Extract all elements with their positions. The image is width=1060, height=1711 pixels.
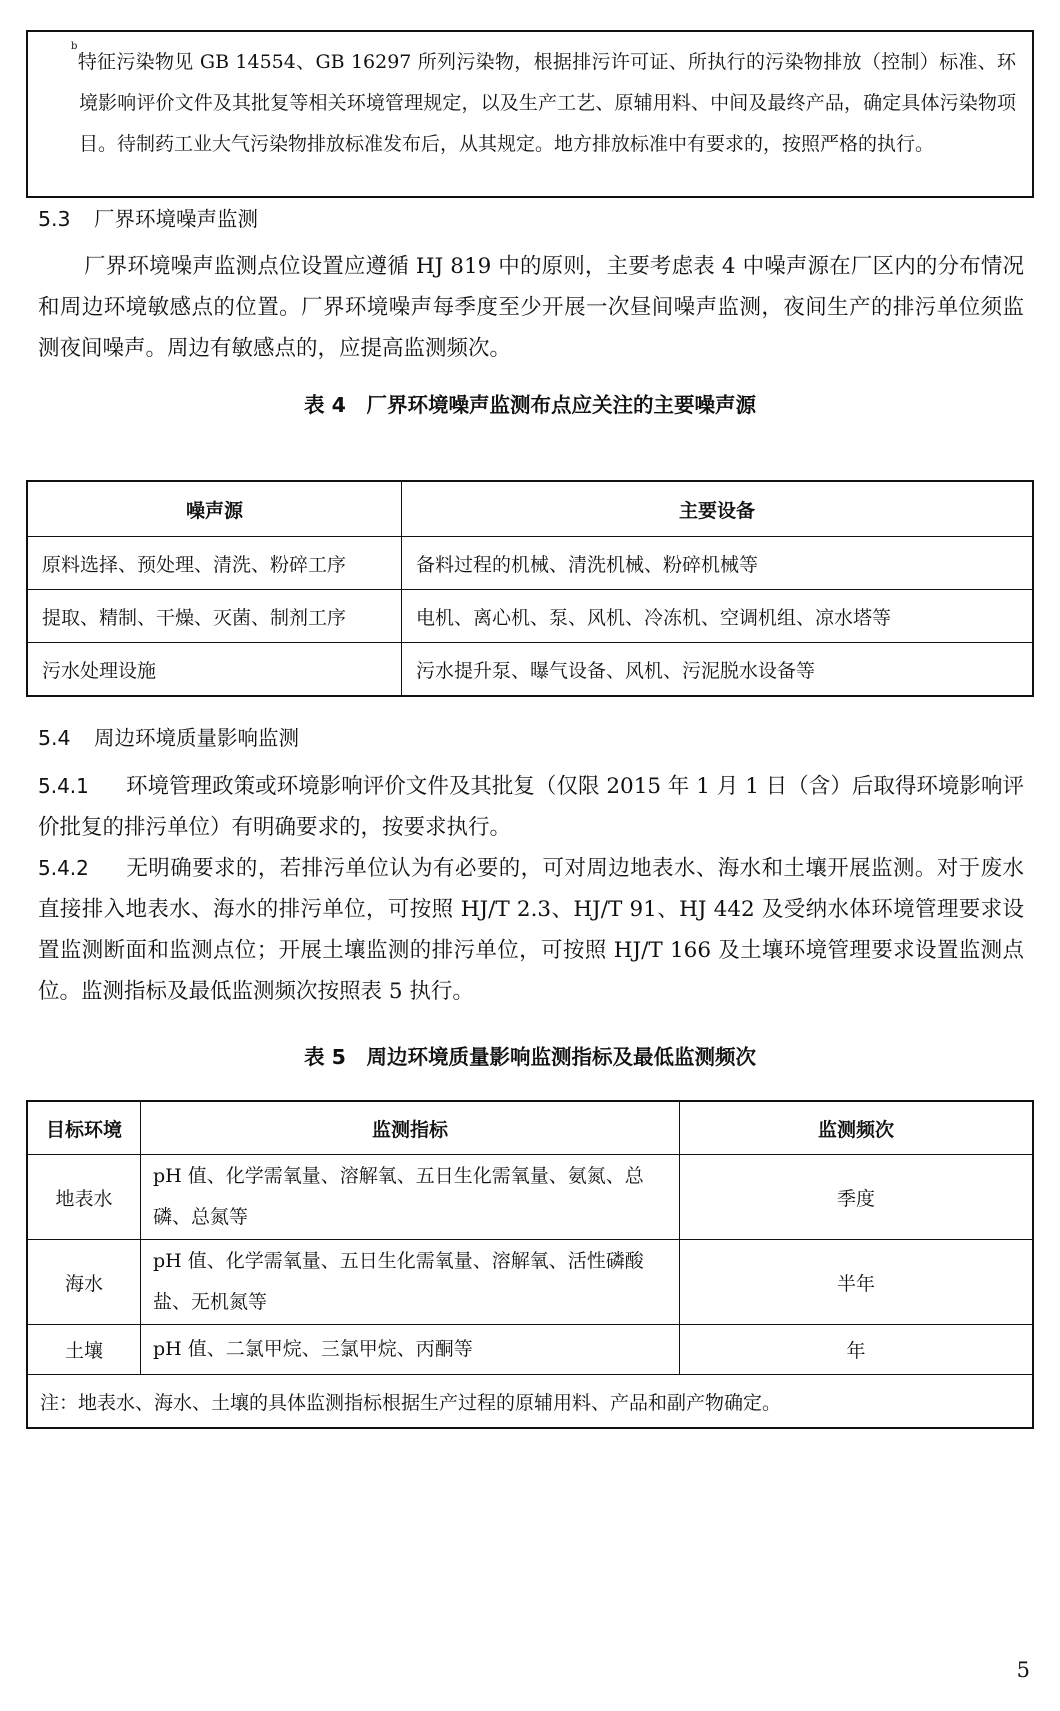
table-row (27, 590, 1033, 643)
table-cell: 备料过程的机械、清洗机械、粉碎机械等 (402, 537, 1034, 590)
table-cell: pH 值、化学需氧量、溶解氧、五日生化需氧量、氨氮、总磷、总氮等 (141, 1155, 680, 1240)
table-header-cell: 监测指标 (141, 1101, 680, 1155)
section-title: 厂界环境噪声监测 (94, 207, 258, 231)
section-5-3-heading (38, 204, 258, 234)
table-header-row (27, 481, 1033, 537)
clause-5-4-1 (38, 766, 1024, 848)
clause-number: 5.4.1 (38, 774, 89, 798)
table-cell: 季度 (680, 1155, 1034, 1240)
table-cell: 地表水 (27, 1155, 141, 1240)
table-note: 注：地表水、海水、土壤的具体监测指标根据生产过程的原辅用料、产品和副产物确定。 (27, 1375, 1033, 1429)
table-row (27, 643, 1033, 697)
page-number: 5 (1016, 1658, 1030, 1682)
section-5-4-heading (38, 723, 299, 753)
section-5-3-body: 厂界环境噪声监测点位设置应遵循 HJ 819 中的原则，主要考虑表 4 中噪声源在厂区内的分布情况和周边环境敏感点的位置。厂界环境噪声每季度至少开展一次昼间噪声监测，夜间生产的排污单位须监测夜间噪声。周边有敏感点的，应提高监测频次。 (38, 254, 1024, 361)
table-note-row (27, 1375, 1033, 1429)
table4-caption: 表 4 厂界环境噪声监测布点应关注的主要噪声源 (304, 393, 756, 417)
footnote-marker: b (71, 41, 78, 52)
table-cell: 原料选择、预处理、清洗、粉碎工序 (27, 537, 402, 590)
table4 (26, 480, 1034, 697)
clause-text: 无明确要求的，若排污单位认为有必要的，可对周边地表水、海水和土壤开展监测。对于废水直接排入地表水、海水的排污单位，可按照 HJ/T 2.3、HJ/T 91、HJ 442 及受纳水体环境管理要求设置监测断面和监测点位；开展土壤监测的排污单位，可按照 HJ/T 166 及土壤环境管理要求设置监测点位。监测指标及最低监测频次按照表 5 执行。 (38, 856, 1024, 1004)
section-number: 5.3 (38, 207, 71, 231)
section-title: 周边环境质量影响监测 (94, 726, 299, 750)
table5 (26, 1100, 1034, 1429)
table-row (27, 1155, 1033, 1240)
table-cell: 电机、离心机、泵、风机、冷冻机、空调机组、凉水塔等 (402, 590, 1034, 643)
clause-text: 环境管理政策或环境影响评价文件及其批复（仅限 2015 年 1 月 1 日（含）后取得环境影响评价批复的排污单位）有明确要求的，按要求执行。 (38, 774, 1024, 840)
table-cell: 土壤 (27, 1325, 141, 1375)
table-cell: 污水处理设施 (27, 643, 402, 697)
table-header-cell: 监测频次 (680, 1101, 1034, 1155)
table-cell: 提取、精制、干燥、灭菌、制剂工序 (27, 590, 402, 643)
table-row (27, 1325, 1033, 1375)
footnote-box (26, 30, 1034, 198)
clause-5-4-2 (38, 848, 1024, 1012)
table-cell: 年 (680, 1325, 1034, 1375)
table-cell: pH 值、化学需氧量、五日生化需氧量、溶解氧、活性磷酸盐、无机氮等 (141, 1240, 680, 1325)
table-row (27, 1240, 1033, 1325)
table-cell: 污水提升泵、曝气设备、风机、污泥脱水设备等 (402, 643, 1034, 697)
clause-number: 5.4.2 (38, 856, 89, 880)
table-header-cell: 噪声源 (27, 481, 402, 537)
table-cell: 海水 (27, 1240, 141, 1325)
table-row (27, 537, 1033, 590)
table-header-cell: 目标环境 (27, 1101, 141, 1155)
table-cell: 半年 (680, 1240, 1034, 1325)
table-cell: pH 值、二氯甲烷、三氯甲烷、丙酮等 (141, 1325, 680, 1375)
table5-caption: 表 5 周边环境质量影响监测指标及最低监测频次 (304, 1045, 756, 1069)
table-header-cell: 主要设备 (402, 481, 1034, 537)
section-number: 5.4 (38, 726, 71, 750)
table-header-row (27, 1101, 1033, 1155)
footnote-text: 特征污染物见 GB 14554、GB 16297 所列污染物，根据排污许可证、所执行的污染物排放（控制）标准、环境影响评价文件及其批复等相关环境管理规定，以及生产工艺、原辅用料、中间及最终产品，确定具体污染物项目。待制药工业大气污染物排放标准发布后，从其规定。地方排放标准中有要求的，按照严格的执行。 (77, 51, 1016, 155)
